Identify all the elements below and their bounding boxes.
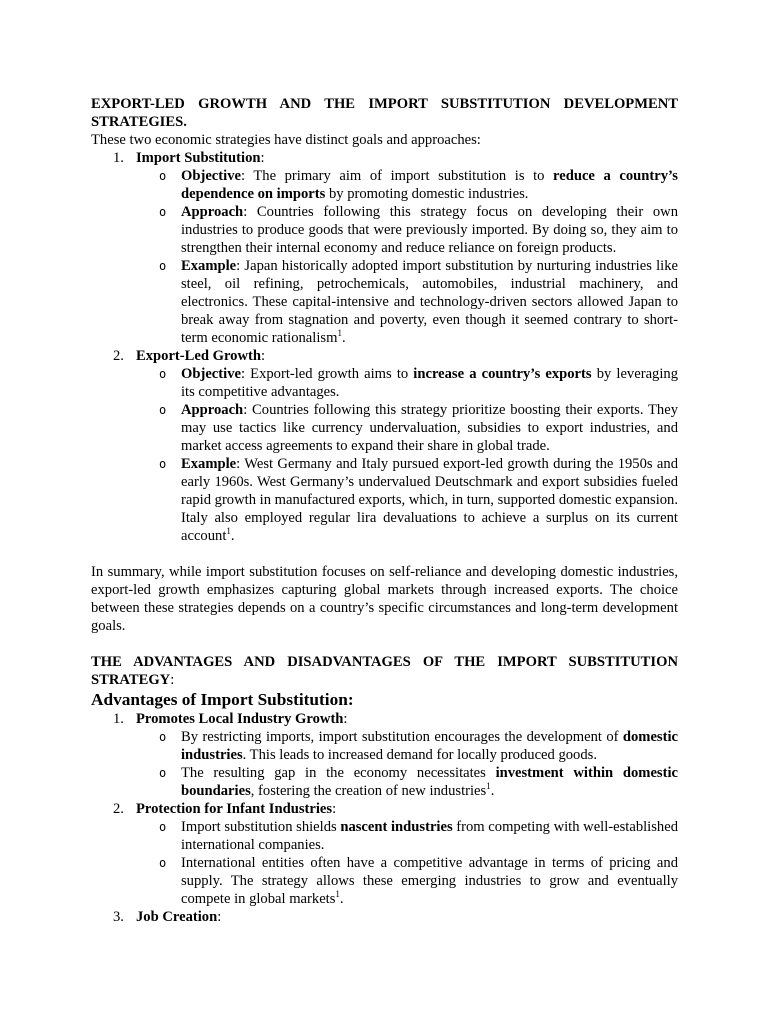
list-number: 3. xyxy=(113,909,124,925)
list-number: 2. xyxy=(113,348,124,364)
sub-item-label: Example xyxy=(181,456,237,472)
sub-item-text: : Export-led growth aims to xyxy=(240,366,414,382)
bullet-icon: o xyxy=(159,730,167,744)
sub-item xyxy=(136,728,678,764)
sub-item-text: : The primary aim of import substitution is to xyxy=(240,168,554,184)
heading-colon: : xyxy=(170,672,175,688)
heading-text: THE ADVANTAGES AND DISADVANTAGES OF THE IMPORT SUBSTITUTION STRATEGY xyxy=(91,654,678,688)
list-item-title: Import Substitution xyxy=(136,150,261,166)
sub-item xyxy=(136,818,678,854)
footnote-ref: 1 xyxy=(335,889,340,900)
sub-item-text: . xyxy=(339,891,344,907)
emphasis-text: nascent industries xyxy=(340,819,453,835)
sub-item-text: By restricting imports, import substitution encourages the development of xyxy=(181,729,623,745)
sub-item-text: Import substitution shields xyxy=(181,819,341,835)
sub-item-label: Objective xyxy=(181,366,241,382)
sub-item-text: : Japan historically adopted import substitution by nurturing industries like steel, oil refining, petrochemicals, automobiles, industrial machinery, and electronics. These capital-intensive and technology-driven sectors allowed Japan to break away from stagnation and poverty, even though it seemed contrary to short-term economic rationalism xyxy=(181,258,678,346)
sub-item-objective xyxy=(136,167,678,203)
bullet-icon: o xyxy=(159,856,167,870)
sub-item-text: . xyxy=(230,528,235,544)
list-number: 1. xyxy=(113,150,124,166)
bullet-icon: o xyxy=(159,820,167,834)
list-item-title: Export-Led Growth xyxy=(136,348,261,364)
list-number: 2. xyxy=(113,801,124,817)
emphasis-text: domestic industries xyxy=(181,729,678,763)
strategies-list xyxy=(91,149,678,545)
bullet-icon: o xyxy=(159,457,167,471)
sub-item-text: : Countries following this strategy focus on developing their own industries to produce goods that were previously imported. By doing so, they aim to strengthen their internal economy and reduce reliance on foreign products. xyxy=(181,204,678,256)
sub-item-text: by leveraging its competitive advantages. xyxy=(181,366,678,400)
sub-item-text: International entities often have a competitive advantage in terms of pricing and supply. The strategy allows these emerging industries to grow and eventually compete in global markets xyxy=(181,855,678,907)
sub-item-label: Objective xyxy=(181,168,241,184)
section-heading-strategies: EXPORT-LED GROWTH AND THE IMPORT SUBSTITUTION DEVELOPMENT STRATEGIES. xyxy=(91,96,678,130)
sub-item-text: The resulting gap in the economy necessitates xyxy=(181,765,496,781)
sub-item-text: , fostering the creation of new industries xyxy=(250,783,487,799)
sub-item-text: . xyxy=(341,330,346,346)
advantages-list xyxy=(91,710,678,926)
list-item-title: Promotes Local Industry Growth xyxy=(136,711,344,727)
sub-item-text: . This leads to increased demand for locally produced goods. xyxy=(242,747,597,763)
sub-item-objective xyxy=(136,365,678,401)
document-page xyxy=(91,95,678,926)
sub-item-approach xyxy=(136,203,678,257)
emphasis-text: reduce a country’s dependence on imports xyxy=(181,168,678,202)
footnote-ref: 1 xyxy=(226,526,231,537)
intro-paragraph: These two economic strategies have distinct goals and approaches: xyxy=(91,132,481,148)
list-item-title: Protection for Infant Industries xyxy=(136,801,333,817)
emphasis-text: investment within domestic boundaries xyxy=(181,765,678,799)
sub-item-example xyxy=(136,257,678,347)
bullet-icon: o xyxy=(159,403,167,417)
subheading-advantages: Advantages of Import Substitution: xyxy=(91,690,354,709)
bullet-icon: o xyxy=(159,259,167,273)
paragraph-spacer xyxy=(91,545,678,563)
bullet-icon: o xyxy=(159,205,167,219)
sub-item-text: by promoting domestic industries. xyxy=(325,186,529,202)
sub-list xyxy=(136,167,678,347)
sub-item xyxy=(136,764,678,800)
section-heading-advantages-disadvantages xyxy=(91,653,678,689)
bullet-icon: o xyxy=(159,367,167,381)
paragraph-spacer xyxy=(91,635,678,653)
list-item-export-led-growth: 2. Export-Led Growth: o Objective: Export-led growth aims to increase a country’s exports by leveraging its competitive advantages. o Approach: Countries following this strategy prioritize boosting their exports. They may use tactics like currency undervaluation, subsidies to export industries, and market access agreements to expand their share in global trade. o Example: West Germany and Italy pursued export-led growth during the 1950s and early 1960s. West Germany’s undervalued Deutschmark and export subsidies fueled rapid growth in manufactured exports, which, in turn, supported domestic expansion. Italy also employed regular lira devaluations to achieve a surplus on its current account$^1$. xyxy=(113,348,678,544)
sub-item-approach xyxy=(136,401,678,455)
bullet-icon: o xyxy=(159,169,167,183)
list-item-local-industry: 1. Promotes Local Industry Growth: o By restricting imports, import substitution encourages the development of domestic industries. This leads to increased demand for locally produced goods. o The resulting gap in the economy necessitates investment within domestic boundaries, fostering the creation of new industries$^1$. xyxy=(113,711,678,799)
sub-list xyxy=(136,818,678,908)
list-item-job-creation: 3. Job Creation: xyxy=(113,909,222,925)
sub-item xyxy=(136,854,678,908)
footnote-ref: 1 xyxy=(486,781,491,792)
emphasis-text: increase a country’s exports xyxy=(413,366,592,382)
sub-item-label: Approach xyxy=(181,204,244,220)
sub-item-label: Example xyxy=(181,258,237,274)
sub-item-label: Approach xyxy=(181,402,244,418)
list-number: 1. xyxy=(113,711,124,727)
sub-list xyxy=(136,365,678,545)
footnote-ref: 1 xyxy=(337,328,342,339)
bullet-icon: o xyxy=(159,766,167,780)
list-item-title: Job Creation xyxy=(136,909,218,925)
sub-item-text: : West Germany and Italy pursued export-led growth during the 1950s and early 1960s. West Germany’s undervalued Deutschmark and export subsidies fueled rapid growth in manufactured exports, which, in turn, supported domestic expansion. Italy also employed regular lira devaluations to achieve a surplus on its current account xyxy=(181,456,678,544)
list-item-infant-industries: 2. Protection for Infant Industries: o Import substitution shields nascent industries from competing with well-established international companies. o International entities often have a competitive advantage in terms of pricing and supply. The strategy allows these emerging industries to grow and eventually compete in global markets$^1$. xyxy=(113,801,678,907)
sub-item-text: . xyxy=(490,783,495,799)
sub-item-text: : Countries following this strategy prioritize boosting their exports. They may use tactics like currency undervaluation, subsidies to export industries, and market access agreements to expand their share in global trade. xyxy=(181,402,678,454)
sub-list xyxy=(136,728,678,800)
list-item-import-substitution: 1. Import Substitution: o Objective: The primary aim of import substitution is to reduce a country’s dependence on imports by promoting domestic industries. o Approach: Countries following this strategy focus on developing their own industries to produce goods that were previously imported. By doing so, they aim to strengthen their internal economy and reduce reliance on foreign products. o Example: Japan historically adopted import substitution by nurturing industries like steel, oil refining, petrochemicals, automobiles, industrial machinery, and electronics. These capital-intensive and technology-driven sectors allowed Japan to break away from stagnation and poverty, even though it seemed contrary to short-term economic rationalism$^1$. xyxy=(113,150,678,346)
sub-item-text: from competing with well-established international companies. xyxy=(181,819,678,853)
summary-paragraph: In summary, while import substitution focuses on self-reliance and developing domestic industries, export-led growth emphasizes capturing global markets through increased exports. The choice between these strategies depends on a country’s specific circumstances and long-term development goals. xyxy=(91,564,678,634)
sub-item-example xyxy=(136,455,678,545)
